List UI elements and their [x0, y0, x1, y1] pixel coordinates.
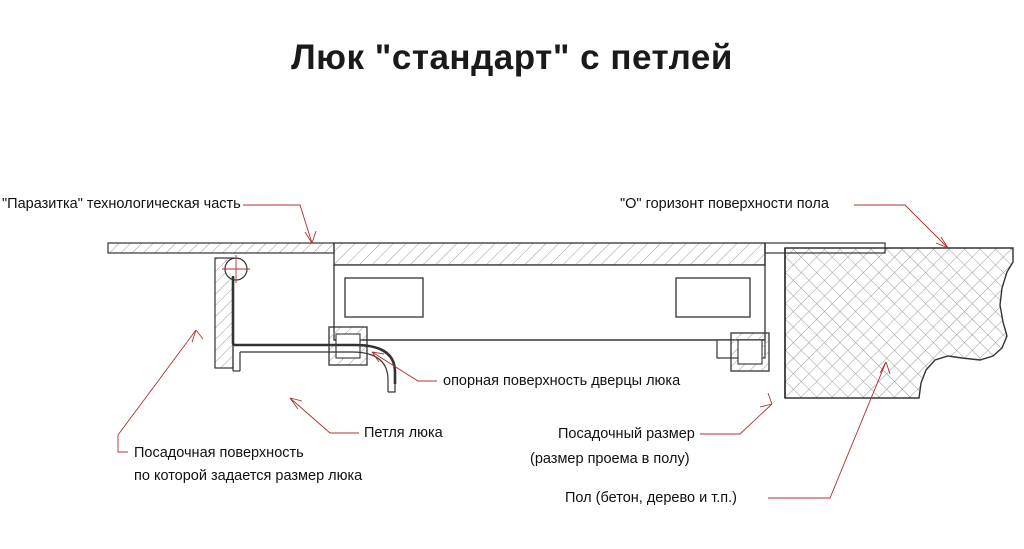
- label-seat-size-line1: Посадочный размер: [558, 426, 695, 442]
- page-title: Люк "стандарт" с петлей: [291, 38, 733, 77]
- label-seat-surface-line2: по которой задается размер люка: [134, 468, 363, 484]
- label-floor: Пол (бетон, дерево и т.п.): [565, 490, 738, 506]
- label-seat-size-line2: (размер проема в полу): [530, 451, 690, 467]
- floor-slab: [785, 248, 1013, 398]
- hatch-door-body: [334, 265, 765, 358]
- parasite-plate: [108, 243, 334, 253]
- label-support-surface: опорная поверхность дверцы люка: [443, 373, 681, 389]
- label-seat-surface-line1: Посадочная поверхность: [134, 445, 304, 461]
- label-parasite: "Паразитка" технологическая часть: [2, 196, 241, 212]
- support-profile-right: [731, 333, 769, 371]
- label-zero-horizon: "О" горизонт поверхности пола: [620, 196, 829, 212]
- label-hatch-hinge: Петля люка: [364, 425, 443, 441]
